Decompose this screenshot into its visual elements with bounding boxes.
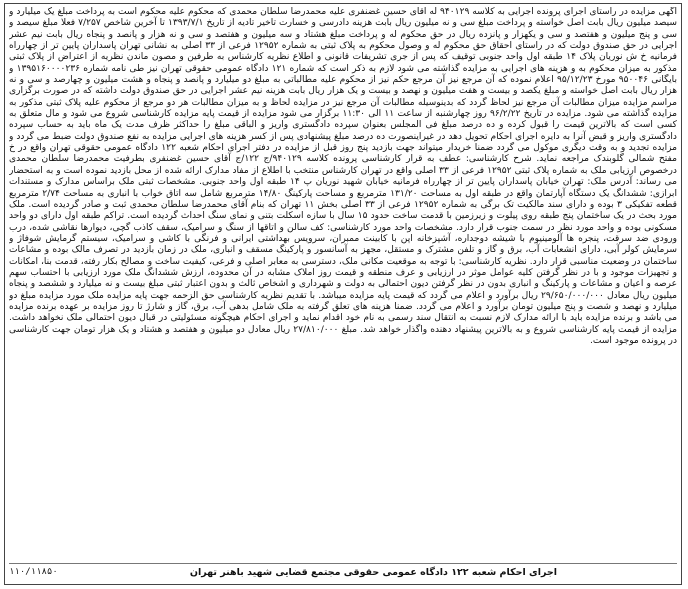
notice-reference-code: ۱۱۰/۱۱۸۵۰ xyxy=(9,567,58,577)
auction-notice xyxy=(4,3,682,585)
issuing-authority-signature: اجرای احکام شعبه ۱۲۲ دادگاه عمومی حقوقی مجتمع قضایی شهید باهنر تهران xyxy=(189,566,557,578)
notice-footer xyxy=(9,563,677,580)
notice-body-text: آگهی مزایده در راستای اجرای پرونده اجرایی به کلاسه ۹۴۰۱۲۹ له آقای حسین غضنفری علیه محمدرضا سلطان محمدی که محکوم علیه محکوم است به پرداخت مبلغ یک میلیارد و سیصد میلیون ریال بابت اصل خواسته و پرداخت مبلغ سی و نه میلیون ریال بابت هزینه دادرسی و خسارت تاخیر تادیه از تاریخ ۱۳۹۳/۷/۱ تا آخرین شاخص ۷/۲۵۷ فعلا مبلغ سیصد و سی و پنج میلیون و هفتصد و سی و یکهزار و پانزده ریال در حق محکوم له و پرداخت مبلغ هشتاد و سه میلیون و هفتصد و سی و نه هزار و پانصد و پنجاه ریال بابت نیم عشر اجرایی در حق صندوق دولت که در راستای احقاق حق محکوم له و وصول محکوم به پلاک ثبتی به شماره ۱۲۹۵۲ فرعی از ۳۳ اصلی به نشانی تهران پاسداران پایین تر از چهارراه فرمانیه خ ش نوریان پلاک ۱۴ طبقه اول واحد جنوبی توقیف که پس از جری تشریفات قانونی و اطلاع نظریه کارشناس به طرفین و مصون ماندن نظریه از اعتراض از پلاک ثبتی مذکور به میزان محکوم به و هزینه های اجرایی به مزایده گذاشته می شود لازم به ذکر است که شماره ۱۲۱ دادگاه عمومی حقوقی تهران نیز طی نامه شماره ۱۳۹۵۱۶۰۰۰۰۲۳۶ و بایگانی ۹۵۰۰۴۶ مورخ ۹۵/۱۲/۲۳ اعلام نموده که آن مرجع نیز آن مرجع حکم نیز از محکوم علیه مطالباتی به مبلغ دو میلیارد و پانصد و پنجاه و هشت میلیون و چهارصد و سی و نه هزار ریال بابت اصل خواسته و مبلغ یکصد و بیست و هفت میلیون و نهصد و بیست و یک هزار ریال بابت هزینه نیم عشر اجرایی در حق صندوق دولت داشته که در صورت برگزاری مراسم مزایده میزان مطالبات آن مرجع نیز لحاظ گردد که بدینوسیله مطالبات آن مرجع نیز در مزایده لحاظ و به میزان مطالبات هر دو مرجع از محکوم علیه پلاک ثبتی مذکور به مزایده گذاشته می شود. مزایده در تاریخ ۹۶/۲/۲۲ روز چهارشنبه از ساعت ۱۱ الی ۱۱:۳۰ برگزار می شود مزایده از قیمت پایه مزایده کارشناسی شروع می شود و مال متعلق به کسی است که بالاترین قیمت را قبول کرده و ده درصد مبلغ فی المجلس بعنوان سپرده دادگستری واریز و الباقی مبلغ را حداکثر ظرف مدت یک ماه باید به حساب سپرده دادگستری واریز و قبض آنرا به دایره اجرای احکام تحویل دهد در غیراینصورت ده درصد مبلغ پیشنهادی پس از کسر هزینه های اجرایی مزایده به نفع صندوق دولت ضبط می گردد و مزایده تجدید و به وقت دیگری موکول می گردد ضمنا خریدار میتواند جهت بازدید پنج روز قبل از مزایده در دفتر اجرای احکام شعبه ۱۲۲ دادگاه عمومی حقوقی تهران واقع در خ مفتح شمالی گلوبندک مراجعه نماید. شرح کارشناسی: عطف به قرار کارشناسی پرونده کلاسه ۹۴۰۱۲۹/ج ۱۲۲/ج آقای حسین غضنفری بطرفیت محمدرضا سلطان محمدی درخصوص ارزیابی ملک به شماره پلاک ثبتی ۱۲۹۵۲ فرعی از ۳۳ اصلی واقع در تهران کارشناس منتخب با اطلاع از مفاد مدارک ارائه شده از محل بازدید نموده است و به استحضار می رساند: آدرس ملک: تهران خیابان پاسداران پایین تر از چهارراه فرمانیه خیابان شهید نوریان پ ۱۴ طبقه اول واحد جنوبی. مشخصات ثبتی ملک براساس مدارک و مستندات ابرازی: ششدانگ یک دستگاه آپارتمان واقع در طبقه اول به مساحت ۱۳۱/۲۰ مترمربع و مساحت پارکینگ ۱۴/۸۰ مترمربع شامل سه اتاق خواب با انباری به مساحت ۲/۷۴ مترمربع قطعه تفکیکی ۳ بوده و دارای سند مالکیت تک برگی به شماره ۱۲۹۵۲ فرعی از ۳۳ اصلی بخش ۱۱ تهران که بنام آقای محمدرضا سلطان محمدی ثبت و صادر گردیده است. ملک مورد بحث در یک ساختمان پنج طبقه روی پیلوت و زیرزمین با قدمت ساخت حدود ۱۵ سال با سازه اسکلت بتنی و نمای سنگ احداث گردیده است. تراکم طبقه اول دارای دو واحد مسکونی بوده و واحد مورد نظر در سمت جنوب قرار دارد. مشخصات واحد مورد کارشناسی: کف سالن و اتاقها از سنگ و سرامیک، سقف کاذب گچی، دیوارها نقاشی شده، درب ورودی ضد سرقت، پنجره ها آلومینیوم با شیشه دوجداره، آشپزخانه اپن با کابینت ممبران، سرویس بهداشتی ایرانی و فرنگی با کاشی و سرامیک، سیستم گرمایش شوفاژ و سرمایش کولر آبی، دارای انشعابات آب، برق و گاز و تلفن مشترک و مستقل، مجهز به آسانسور و پارکینگ مسقف و انباری، ملک در زمان بازدید در تصرف مالک بوده و مشاعات ساختمان در وضعیت مناسبی قرار دارد. نظریه کارشناسی: با توجه به موقعیت مکانی ملک، دسترسی به معابر اصلی و فرعی، کیفیت ساخت و مصالح بکار رفته، قدمت بنا، امکانات و تجهیزات موجود و با در نظر گرفتن کلیه عوامل موثر در ارزیابی و عرف منطقه و قیمت روز املاک مشابه در آن محدوده، ارزش ششدانگ ملک مورد ارزیابی با احتساب سهم عرصه و اعیان و مشاعات و پارکینگ و انباری بدون در نظر گرفتن دیون احتمالی به دولت و شهرداری و اشخاص ثالث و بدون اعتبار ثبتی مبلغ بیست و نه میلیارد و ششصد و پنجاه میلیون ریال معادل ۲۹/۶۵۰/۰۰۰/۰۰۰ ریال برآورد و اعلام می گردد که قیمت پایه مزایده میباشد. با تقدیم نظریه کارشناسی حق الزحمه جهت پایه مزایده ملک مورد مزایده مبلغ دو میلیارد و نهصد و شصت و پنج میلیون تومان برآورد و اعلام می گردد. ضمنا هزینه های تعلق گرفته به ملک شامل بدهی آب، برق، گاز و شارژ تا روز مزایده بر عهده برنده مزایده می باشد و برنده مزایده باید با ارائه مدارک لازم نسبت به انتقال سند رسمی به نام خود اقدام نماید و اجرای احکام هیچگونه مسئولیتی در قبال دیون احتمالی ملک نخواهد داشت. مزایده از قیمت پایه کارشناسی شروع و به بالاترین پیشنهاد دهنده واگذار خواهد شد. مبلغ ۲۷/۸۱۰/۰۰۰ ریال معادل دو میلیون و هفتصد و هشتاد و یک هزار تومان جهت کارشناسی در پرونده موجود است. xyxy=(9,7,677,346)
